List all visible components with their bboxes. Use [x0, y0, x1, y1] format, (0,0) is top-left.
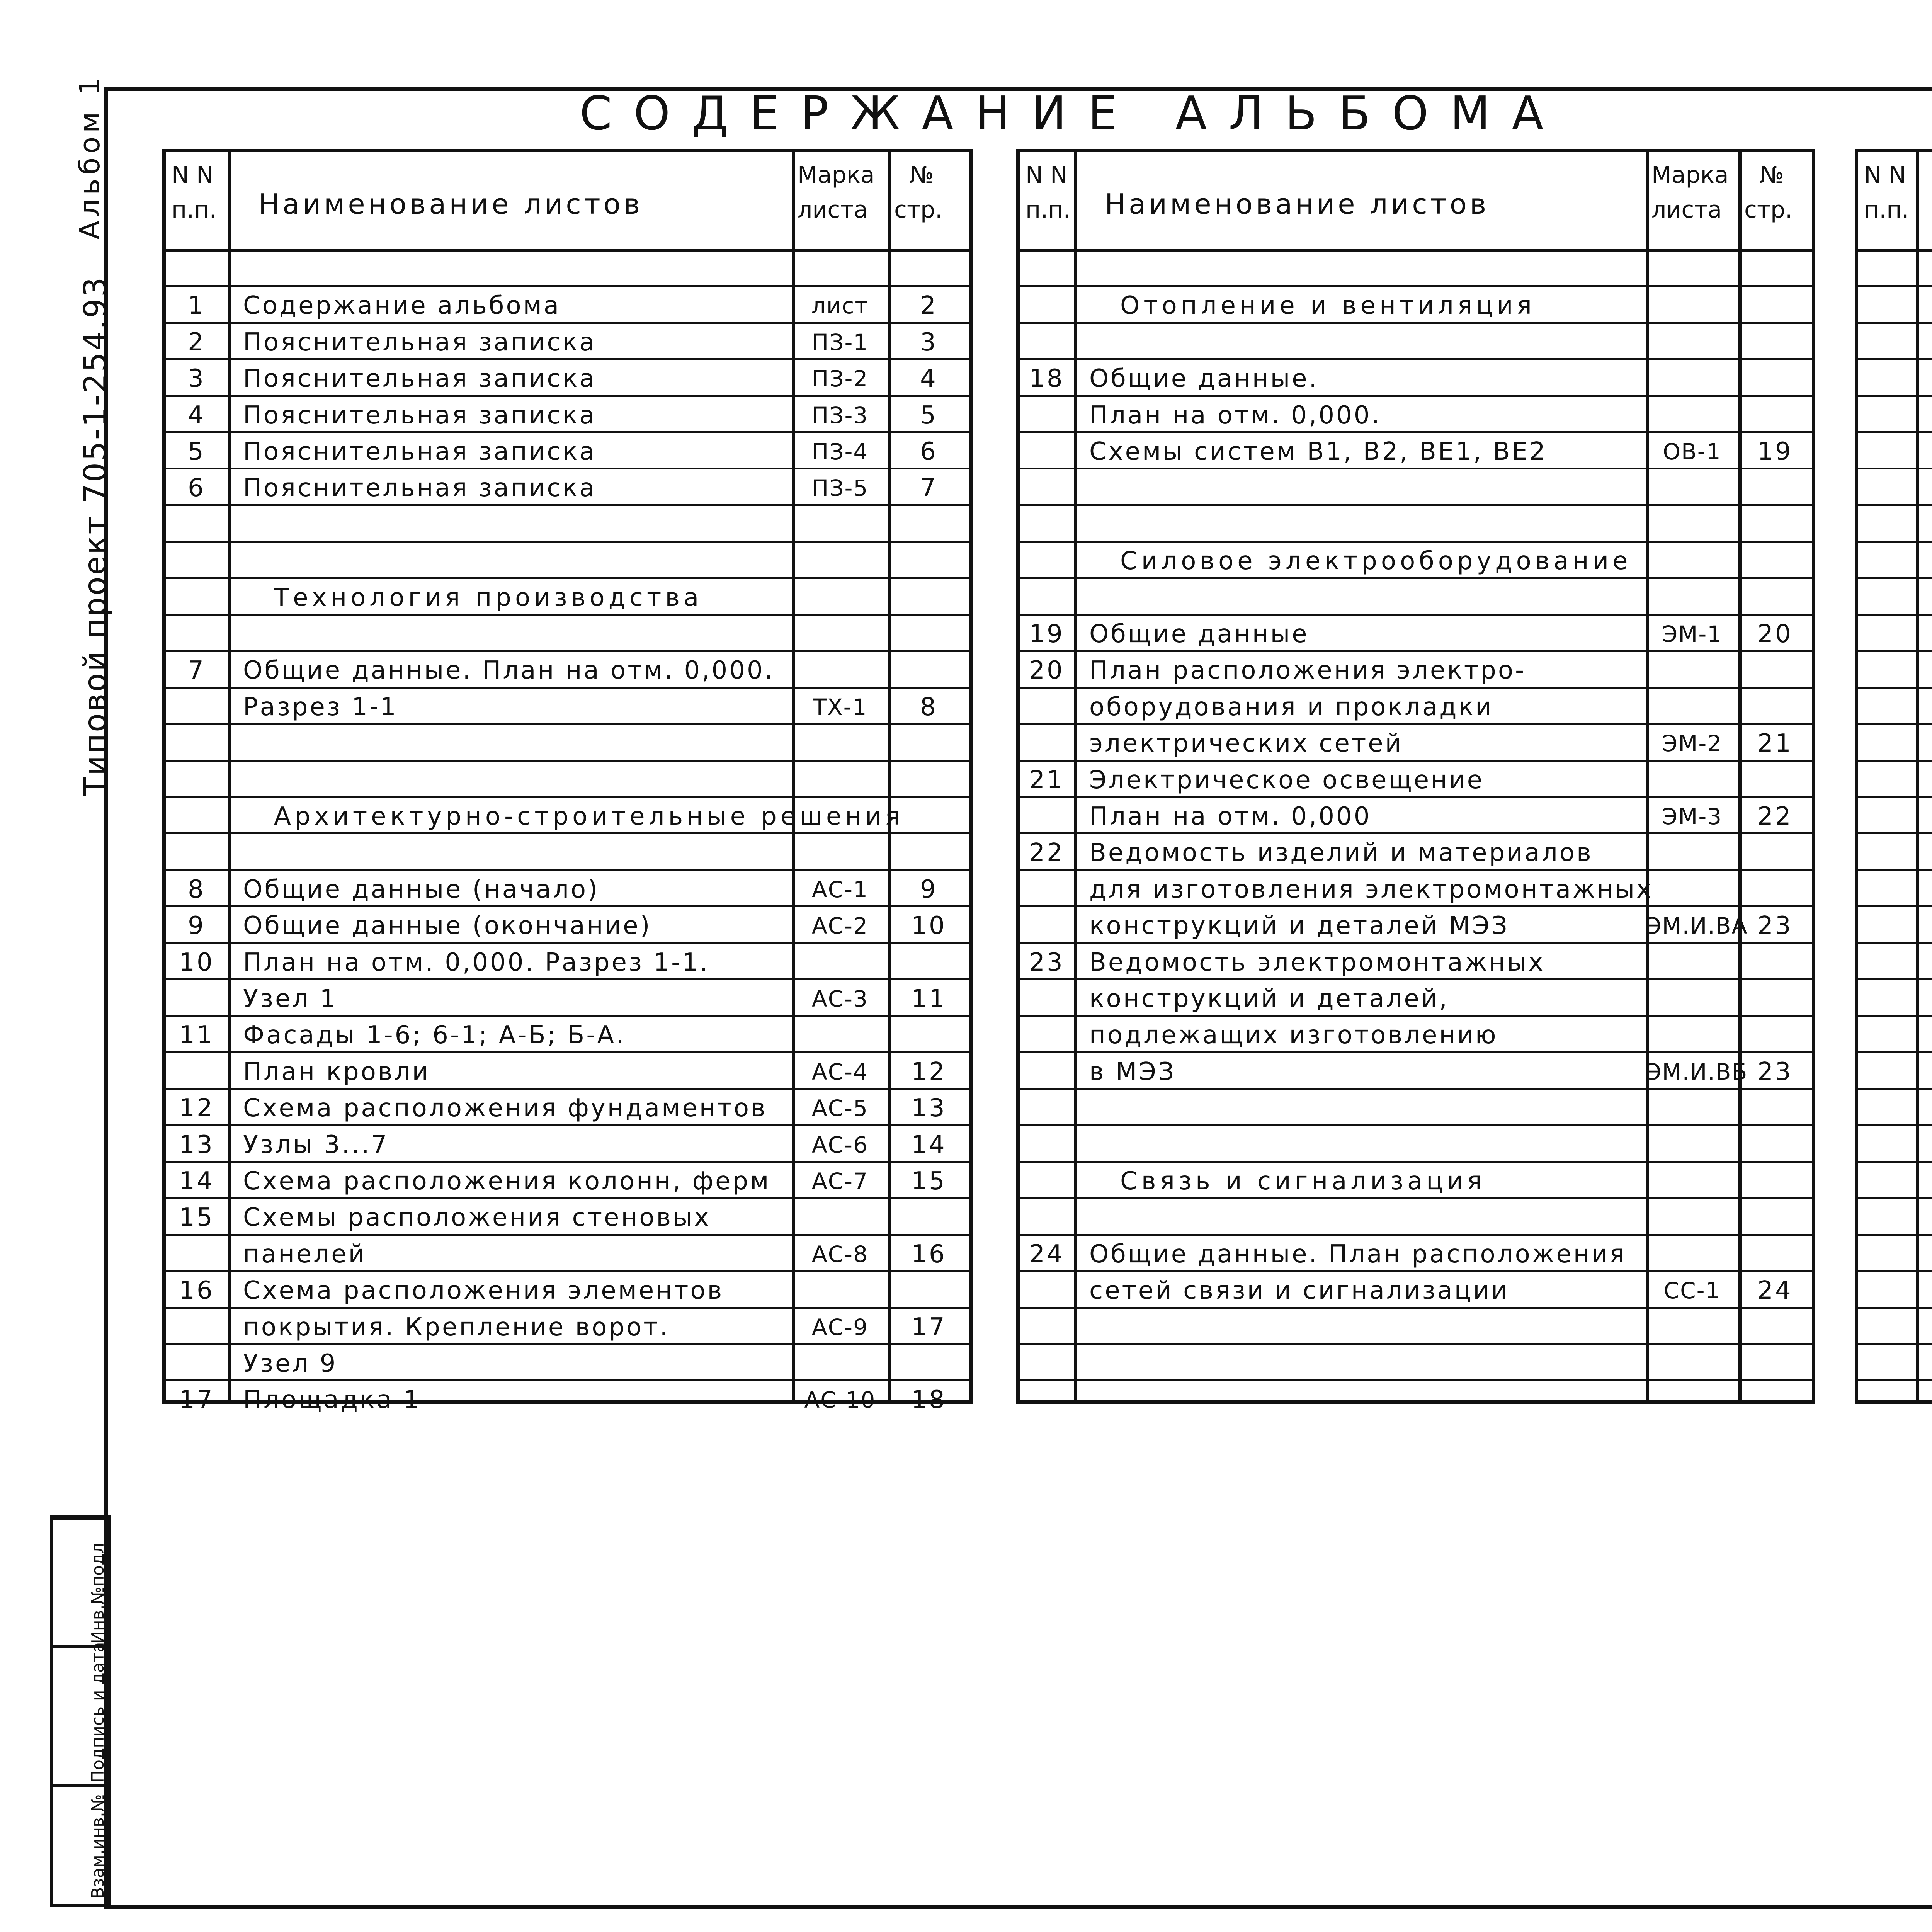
section-heading: Отопление и вентиляция [1120, 291, 1536, 320]
row-divider [1858, 869, 1932, 871]
sheet-name: План на отм. 0,000 [1089, 802, 1372, 831]
contents-table-1 [162, 149, 973, 1415]
page-number-cell: 9 [920, 875, 938, 904]
page-number-cell: 2 [920, 291, 938, 320]
page-number-cell: 5 [920, 401, 938, 430]
header-mark: Марка [1651, 162, 1729, 189]
row-number: 2 [188, 328, 206, 357]
sheet-mark: АС-10 [804, 1387, 876, 1413]
row-divider [1858, 1051, 1932, 1053]
row-divider [1858, 760, 1932, 762]
row-divider [1020, 1051, 1812, 1053]
row-number: 10 [179, 948, 214, 977]
row-divider [166, 760, 969, 762]
page-number-cell: 8 [920, 692, 938, 721]
row-divider [166, 978, 969, 980]
sheet-name: Общие данные (окончание) [243, 912, 652, 940]
page-number-cell: 20 [1757, 620, 1793, 648]
row-divider [1858, 395, 1932, 397]
row-divider [166, 687, 969, 689]
header-pp: п.п. [172, 196, 217, 223]
contents-table-3 [1855, 149, 1932, 1404]
row-number: 17 [179, 1386, 214, 1415]
page-number-cell: 13 [911, 1094, 947, 1123]
row-number: 13 [179, 1130, 214, 1159]
stamp-label: Взам.инв.№ [88, 1794, 108, 1899]
row-divider [166, 796, 969, 798]
sheet-mark: ЭМ-1 [1662, 621, 1723, 647]
header-nn: N N [1026, 162, 1068, 189]
row-divider [166, 614, 969, 616]
sheet-mark: ПЗ-2 [811, 366, 869, 392]
header-pp: п.п. [1026, 196, 1071, 223]
row-divider [166, 1015, 969, 1017]
row-divider [1858, 687, 1932, 689]
section-heading: Связь и сигнализация [1120, 1167, 1486, 1196]
header-nn: N N [172, 162, 214, 189]
row-divider [166, 1197, 969, 1199]
table-header [166, 152, 969, 252]
row-divider [1020, 760, 1812, 762]
header-mark: Марка [798, 162, 875, 189]
row-divider [1020, 322, 1812, 324]
page-number-cell: 12 [911, 1057, 947, 1086]
section-heading: Технология производства [274, 583, 703, 612]
header-mark-sheet: листа [798, 196, 868, 223]
sheet-name: План на отм. 0,000. Разрез 1-1. [243, 948, 710, 977]
page-number-cell: 14 [911, 1130, 947, 1159]
side-project-label: Типовой проект 705-1-254.93 [77, 276, 113, 796]
sheet-name: Схема расположения фундаментов [243, 1094, 767, 1123]
sheet-mark: СС-1 [1663, 1277, 1721, 1304]
row-divider [1020, 285, 1812, 287]
row-divider [1858, 1088, 1932, 1090]
sheet-name: Общие данные. План на отм. 0,000. [243, 656, 774, 685]
sheet-name: конструкций и деталей, [1089, 985, 1449, 1013]
page-number-cell: 23 [1757, 1057, 1793, 1086]
page-number-cell: 22 [1757, 802, 1793, 831]
page-number-cell: 15 [911, 1167, 947, 1196]
row-divider [1858, 1343, 1932, 1345]
sheet-name: План на отм. 0,000. [1089, 401, 1381, 430]
row-divider [166, 723, 969, 725]
page-number-cell: 21 [1757, 729, 1793, 758]
sheet-name: Площадка 1 [243, 1386, 421, 1415]
row-divider [166, 431, 969, 433]
page-number-cell: 23 [1757, 912, 1793, 940]
row-number: 12 [179, 1094, 214, 1123]
row-number: 7 [188, 656, 206, 685]
row-number: 22 [1029, 838, 1065, 867]
sheet-mark: АС-9 [811, 1314, 868, 1340]
row-number: 24 [1029, 1240, 1065, 1269]
row-divider [1858, 322, 1932, 324]
row-number: 19 [1029, 620, 1065, 648]
row-divider [1020, 614, 1812, 616]
row-divider [1020, 431, 1812, 433]
page-number-cell: 17 [911, 1313, 947, 1342]
row-divider [1858, 358, 1932, 360]
row-number: 9 [188, 912, 206, 940]
sheet-name: панелей [243, 1240, 367, 1269]
row-divider [1858, 723, 1932, 725]
row-divider [1858, 1161, 1932, 1163]
sheet-name: Схемы систем В1, В2, ВЕ1, ВЕ2 [1089, 437, 1547, 466]
row-divider [166, 1234, 969, 1236]
sheet-name: Схемы расположения стеновых [243, 1203, 711, 1232]
page-number-cell: 24 [1757, 1276, 1793, 1305]
row-divider [1020, 687, 1812, 689]
row-number: 6 [188, 474, 206, 503]
sheet-mark: ЭМ.И.ВА [1646, 913, 1748, 939]
table-header [1858, 152, 1932, 252]
row-divider [1020, 796, 1812, 798]
sheet-mark: лист [811, 293, 869, 319]
sheet-mark: ТХ-1 [813, 694, 867, 720]
page-title: СОДЕРЖАНИЕ АЛЬБОМА [580, 87, 1565, 141]
sheet-name: электрических сетей [1089, 729, 1403, 758]
page-number-cell: 10 [911, 912, 947, 940]
row-number: 1 [188, 291, 206, 320]
row-number: 4 [188, 401, 206, 430]
row-number: 11 [179, 1021, 214, 1050]
row-divider [1020, 358, 1812, 360]
header-page: стр. [894, 196, 943, 223]
row-divider [1858, 285, 1932, 287]
header-name: Наименование листов [259, 188, 643, 220]
row-divider [1020, 395, 1812, 397]
row-number: 21 [1029, 765, 1065, 794]
row-divider [1020, 723, 1812, 725]
sheet-name: Ведомость изделий и материалов [1089, 838, 1593, 867]
sheet-name: в МЭЗ [1089, 1057, 1176, 1086]
sheet-mark: АС-1 [811, 876, 868, 903]
sheet-name: Узел 9 [243, 1349, 338, 1378]
sheet-mark: ПЗ-5 [811, 475, 869, 502]
sheet-mark: ЭМ.И.ВБ [1646, 1058, 1748, 1085]
sheet-name: Фасады 1-6; 6-1; А-Б; Б-А. [243, 1021, 626, 1050]
row-divider [166, 504, 969, 506]
row-divider [1858, 504, 1932, 506]
row-divider [1020, 468, 1812, 469]
row-divider [166, 358, 969, 360]
row-divider [166, 322, 969, 324]
sheet-name: Ведомость электромонтажных [1089, 948, 1545, 977]
sheet-name: Общие данные (начало) [243, 875, 599, 904]
row-number: 20 [1029, 656, 1065, 685]
row-divider [166, 1307, 969, 1309]
sheet-mark: ЭМ-2 [1662, 730, 1723, 757]
column-divider [1916, 152, 1919, 1400]
sheet-name: Пояснительная записка [243, 474, 597, 503]
header-name: Наименование листов [1105, 188, 1490, 220]
row-divider [1858, 431, 1932, 433]
row-number: 3 [188, 364, 206, 393]
sheet-name: Узлы 3...7 [243, 1130, 389, 1159]
sheet-mark: АС-3 [811, 986, 868, 1012]
sheet-mark: ПЗ-1 [811, 329, 869, 355]
row-divider [1020, 650, 1812, 652]
sheet-name: для изготовления электромонтажных [1089, 875, 1653, 904]
row-divider [166, 1379, 969, 1381]
row-divider [1020, 577, 1812, 579]
page-number-cell: 7 [920, 474, 938, 503]
row-divider [166, 1161, 969, 1163]
row-divider [1020, 832, 1812, 834]
row-number: 8 [188, 875, 206, 904]
row-number: 5 [188, 437, 206, 466]
sheet-mark: АС-6 [811, 1131, 868, 1158]
stamp-cell-inv [53, 1518, 107, 1648]
row-divider [1858, 1270, 1932, 1272]
row-divider [1858, 905, 1932, 907]
row-divider [166, 577, 969, 579]
sheet-name: Электрическое освещение [1089, 765, 1484, 794]
page-number-cell: 4 [920, 364, 938, 393]
row-divider [1020, 1343, 1812, 1345]
row-divider [1020, 978, 1812, 980]
sheet-name: покрытия. Крепление ворот. [243, 1313, 670, 1342]
header-page-no: № [910, 162, 934, 189]
row-divider [1020, 942, 1812, 944]
row-number: 14 [179, 1167, 214, 1196]
sheet-mark: ПЗ-3 [811, 402, 869, 429]
row-divider [1020, 1379, 1812, 1381]
sheet-name: Схема расположения колонн, ферм [243, 1167, 771, 1196]
table-header [1020, 152, 1812, 252]
row-divider [1020, 1234, 1812, 1236]
sheet-mark: АС-5 [811, 1095, 868, 1122]
page-number-cell: 11 [911, 985, 947, 1013]
stamp-label: Инв.№подл [88, 1543, 108, 1644]
row-number: 23 [1029, 948, 1065, 977]
row-divider [1858, 1307, 1932, 1309]
section-heading: Силовое электрооборудование [1120, 547, 1632, 576]
sheet-mark: ПЗ-4 [811, 439, 869, 465]
header-nn: N N [1864, 162, 1906, 189]
row-divider [166, 1051, 969, 1053]
row-divider [166, 541, 969, 543]
row-divider [166, 468, 969, 469]
contents-table-2 [1016, 149, 1815, 1404]
row-divider [1020, 1307, 1812, 1309]
row-divider [1858, 650, 1932, 652]
row-divider [166, 905, 969, 907]
sheet-name: Пояснительная записка [243, 328, 597, 357]
row-divider [1858, 614, 1932, 616]
row-divider [1020, 1124, 1812, 1126]
header-mark-sheet: листа [1651, 196, 1722, 223]
page-number-cell: 19 [1757, 437, 1793, 466]
sheet-name: подлежащих изготовлению [1089, 1021, 1498, 1050]
row-divider [166, 650, 969, 652]
row-divider [1858, 796, 1932, 798]
sheet-name: Пояснительная записка [243, 401, 597, 430]
header-page-no: № [1760, 162, 1784, 189]
header-page: стр. [1744, 196, 1793, 223]
row-divider [166, 942, 969, 944]
row-number: 18 [1029, 364, 1065, 393]
row-divider [1020, 541, 1812, 543]
side-album-label: Альбом 1 [73, 73, 106, 240]
sheet-mark: АС-7 [811, 1168, 868, 1194]
row-divider [1858, 577, 1932, 579]
row-number: 16 [179, 1276, 214, 1305]
row-divider [1858, 942, 1932, 944]
stamp-cell-sign [53, 1642, 108, 1787]
row-divider [1858, 1197, 1932, 1199]
sheet-name: Содержание альбома [243, 291, 561, 320]
header-pp: п.п. [1864, 196, 1909, 223]
row-divider [166, 1270, 969, 1272]
sheet-name: Пояснительная записка [243, 437, 597, 466]
row-divider [1020, 1161, 1812, 1163]
sheet-name: Общие данные. [1089, 364, 1319, 393]
column-divider [1646, 152, 1649, 1400]
sheet-mark: ЭМ-3 [1662, 803, 1723, 830]
row-divider [1858, 541, 1932, 543]
sheet-mark: АС-8 [811, 1241, 868, 1267]
page-number-cell: 3 [920, 328, 938, 357]
row-divider [1020, 869, 1812, 871]
row-divider [1858, 1015, 1932, 1017]
sheet-name: Пояснительная записка [243, 364, 597, 393]
sheet-name: Разрез 1-1 [243, 692, 398, 721]
column-divider [1738, 152, 1742, 1400]
row-divider [1858, 1234, 1932, 1236]
sheet-name: Схема расположения элементов [243, 1276, 724, 1305]
page-number-cell: 6 [920, 437, 938, 466]
sheet-name: конструкций и деталей МЭЗ [1089, 912, 1509, 940]
row-divider [1858, 978, 1932, 980]
row-divider [1858, 1379, 1932, 1381]
row-divider [1858, 1124, 1932, 1126]
sheet-mark: ОВ-1 [1663, 439, 1721, 465]
page-number-cell: 16 [911, 1240, 947, 1269]
row-divider [1020, 905, 1812, 907]
row-divider [1020, 504, 1812, 506]
section-heading: Архитектурно-строительные решения [274, 802, 904, 831]
row-divider [166, 285, 969, 287]
sheet-name: Узел 1 [243, 985, 338, 1013]
row-divider [166, 1124, 969, 1126]
row-divider [166, 832, 969, 834]
row-divider [1858, 832, 1932, 834]
stamp-cell-replace [53, 1784, 107, 1903]
row-divider [166, 1088, 969, 1090]
column-divider [1074, 152, 1077, 1400]
row-divider [166, 1343, 969, 1345]
sheet-mark: АС-4 [811, 1058, 868, 1085]
row-divider [1020, 1088, 1812, 1090]
stamp-label: Подпись и дата [88, 1642, 108, 1783]
row-divider [1020, 1197, 1812, 1199]
row-divider [166, 395, 969, 397]
sheet-name: оборудования и прокладки [1089, 692, 1493, 721]
sheet-name: Общие данные. План расположения [1089, 1240, 1626, 1269]
row-divider [1020, 1270, 1812, 1272]
row-divider [166, 869, 969, 871]
sheet-mark: АС-2 [811, 913, 868, 939]
sheet-name: План кровли [243, 1057, 430, 1086]
row-divider [1020, 1015, 1812, 1017]
column-divider [228, 152, 231, 1400]
page-number-cell: 18 [911, 1386, 947, 1415]
row-divider [1858, 468, 1932, 469]
sheet-name: сетей связи и сигнализации [1089, 1276, 1509, 1305]
sheet-name: План расположения электро- [1089, 656, 1526, 685]
approval-stamp [50, 1515, 111, 1907]
sheet-name: Общие данные [1089, 620, 1309, 648]
row-number: 15 [179, 1203, 214, 1232]
